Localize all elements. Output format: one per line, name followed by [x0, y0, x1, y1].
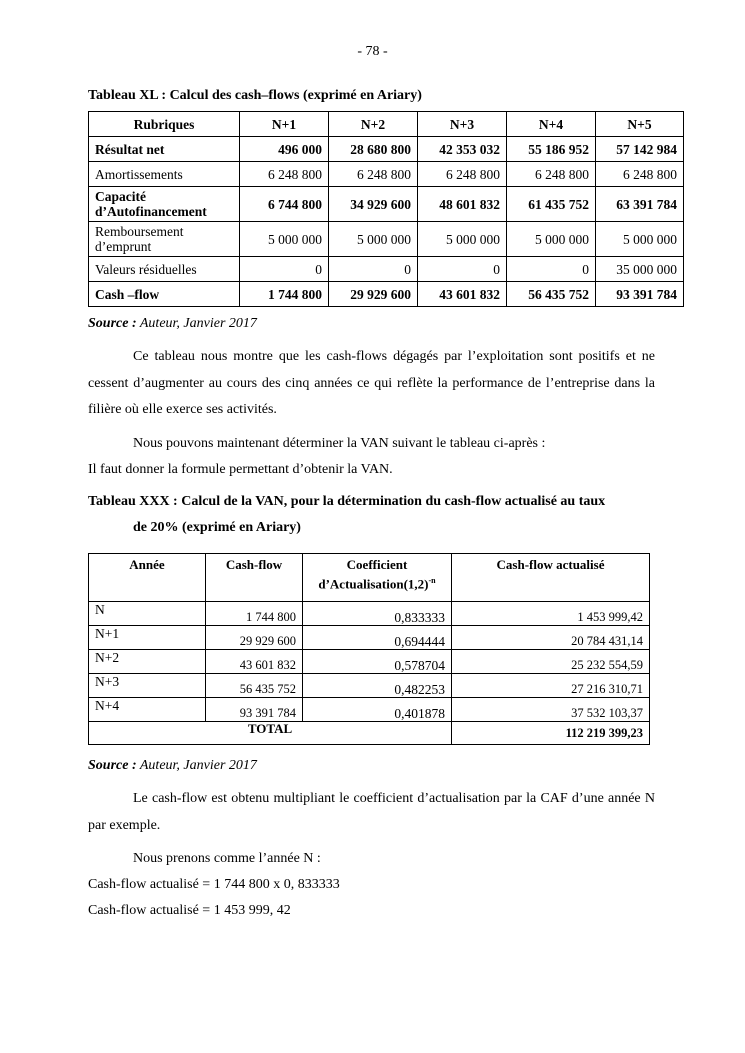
source-text: Auteur, Janvier 2017: [139, 758, 257, 773]
cell-annee: N+4: [89, 698, 206, 722]
row-label: Capacité d’Autofinancement: [89, 187, 240, 222]
cell: 57 142 984: [596, 137, 684, 162]
total-value: 112 219 399,23: [452, 722, 650, 745]
table-header-row: [89, 554, 650, 602]
table2-caption-line1: Tableau XXX : Calcul de la VAN, pour la détermination du cash-flow actualisé au taux: [88, 494, 606, 509]
cell-annee: N+1: [89, 626, 206, 650]
cell: 29 929 600: [329, 282, 418, 307]
source-text: Auteur, Janvier 2017: [139, 316, 257, 331]
cell: 93 391 784: [596, 282, 684, 307]
table-header-row: [89, 112, 684, 137]
total-label: TOTAL: [89, 722, 452, 745]
cell-actualise: 1 453 999,42: [452, 602, 650, 626]
cell-coef: 0,694444: [303, 626, 452, 650]
table1-caption: Tableau XL : Calcul des cash–flows (exprimé en Ariary): [88, 88, 422, 103]
cell: 34 929 600: [329, 187, 418, 222]
cell: 6 248 800: [240, 162, 329, 187]
cell: 0: [329, 257, 418, 282]
cell: 61 435 752: [507, 187, 596, 222]
table-row: [89, 650, 650, 674]
header-cell: N+3: [418, 112, 507, 137]
cell: 496 000: [240, 137, 329, 162]
cell: 55 186 952: [507, 137, 596, 162]
cell-annee: N+2: [89, 650, 206, 674]
cell: 5 000 000: [507, 222, 596, 257]
header-cell: N+2: [329, 112, 418, 137]
cell: 0: [240, 257, 329, 282]
cell-cashflow: 29 929 600: [206, 626, 303, 650]
cell-coef: 0,578704: [303, 650, 452, 674]
cell-coef: 0,833333: [303, 602, 452, 626]
table-row: [89, 602, 650, 626]
cell: 56 435 752: [507, 282, 596, 307]
table-row: [89, 674, 650, 698]
header-cell: N+5: [596, 112, 684, 137]
cell-actualise: 20 784 431,14: [452, 626, 650, 650]
cell-cashflow: 1 744 800: [206, 602, 303, 626]
cell: 28 680 800: [329, 137, 418, 162]
cell: 6 248 800: [329, 162, 418, 187]
cell-coef: 0,482253: [303, 674, 452, 698]
table-row: [89, 162, 684, 187]
formula-note: Il faut donner la formule permettant d’obtenir la VAN.: [88, 462, 393, 477]
cell: 6 248 800: [418, 162, 507, 187]
table-row: [89, 698, 650, 722]
cell: 35 000 000: [596, 257, 684, 282]
cell: 1 744 800: [240, 282, 329, 307]
cell: 0: [507, 257, 596, 282]
cell: 63 391 784: [596, 187, 684, 222]
cell-cashflow: 56 435 752: [206, 674, 303, 698]
cell-coef: 0,401878: [303, 698, 452, 722]
coef-line2: d’Actualisation(1,2): [318, 576, 429, 592]
cell: 5 000 000: [596, 222, 684, 257]
cell-cashflow: 43 601 832: [206, 650, 303, 674]
table-row: [89, 187, 684, 222]
row-label: Cash –flow: [89, 282, 240, 307]
header-cell: N+1: [240, 112, 329, 137]
cell: 5 000 000: [240, 222, 329, 257]
row-label: Résultat net: [89, 137, 240, 162]
van-table: [88, 553, 650, 745]
table-row: [89, 626, 650, 650]
table-row: [89, 137, 684, 162]
header-cell: Rubriques: [89, 112, 240, 137]
table2-caption-line2: de 20% (exprimé en Ariary): [133, 520, 301, 535]
calc-line-1: Cash-flow actualisé = 1 744 800 x 0, 833333: [88, 877, 340, 892]
cell: 6 248 800: [507, 162, 596, 187]
table1-source: [88, 316, 257, 332]
row-label: Amortissements: [89, 162, 240, 187]
cell: 5 000 000: [329, 222, 418, 257]
cell: 43 601 832: [418, 282, 507, 307]
page-number: - 78 -: [357, 44, 388, 59]
row-label: Remboursement d’emprunt: [89, 222, 240, 257]
source-label: Source :: [88, 758, 137, 773]
cell-actualise: 27 216 310,71: [452, 674, 650, 698]
paragraph-4: Nous prenons comme l’année N :: [133, 851, 321, 866]
cell: 0: [418, 257, 507, 282]
table-row: [89, 282, 684, 307]
coef-exponent: -n: [428, 576, 436, 585]
calc-line-2: Cash-flow actualisé = 1 453 999, 42: [88, 903, 291, 918]
table-row: [89, 257, 684, 282]
cell-actualise: 37 532 103,37: [452, 698, 650, 722]
cell-annee: N+3: [89, 674, 206, 698]
cell-annee: N: [89, 602, 206, 626]
cell: 42 353 032: [418, 137, 507, 162]
cell: 6 248 800: [596, 162, 684, 187]
paragraph-2: Nous pouvons maintenant déterminer la VAN suivant le tableau ci-après :: [133, 436, 546, 451]
cell-cashflow: 93 391 784: [206, 698, 303, 722]
header-annee: Année: [89, 554, 206, 602]
header-cashflow: Cash-flow: [206, 554, 303, 602]
coef-line1: Coefficient: [346, 557, 408, 572]
paragraph-1: Ce tableau nous montre que les cash-flows dégagés par l’exploitation sont positifs et ne cessent d’augmenter au cours des cinq années ce qui reflète la performance de l’entreprise dans la filière où elle exerce ses activités.: [88, 349, 655, 417]
total-row: [89, 722, 650, 745]
cell: 6 744 800: [240, 187, 329, 222]
header-cell: N+4: [507, 112, 596, 137]
table2-source: [88, 758, 257, 774]
header-coefficient: [303, 554, 452, 602]
header-actualise: Cash-flow actualisé: [452, 554, 650, 602]
cell-actualise: 25 232 554,59: [452, 650, 650, 674]
source-label: Source :: [88, 316, 137, 331]
cell: 5 000 000: [418, 222, 507, 257]
cell: 48 601 832: [418, 187, 507, 222]
paragraph-3: Le cash-flow est obtenu multipliant le coefficient d’actualisation par la CAF d’une année N par exemple.: [88, 791, 655, 833]
cash-flow-table: [88, 111, 684, 307]
row-label: Valeurs résiduelles: [89, 257, 240, 282]
table-row: [89, 222, 684, 257]
